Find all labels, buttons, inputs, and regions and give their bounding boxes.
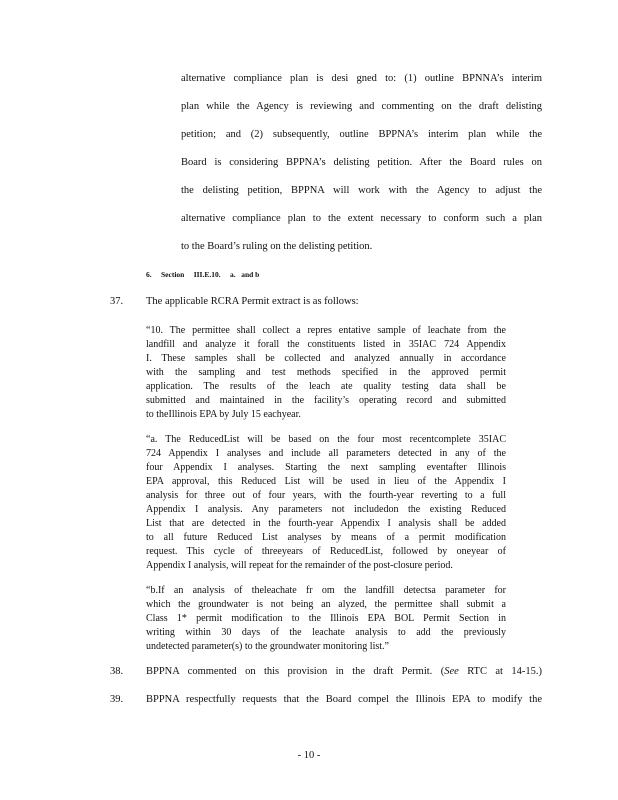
section-heading: 6. Section III.E.10. a. and b	[146, 270, 260, 279]
quote-line: to theIllinois EPA by July 15 eachyear.	[146, 409, 301, 420]
page-number: - 10 -	[297, 750, 321, 761]
text-line: petition; and (2) subsequently, outline BPPNA’s interim plan while the	[181, 129, 542, 140]
quote-line: with the sampling and test methods specified in the approved permit	[146, 367, 506, 378]
paragraph-text: The applicable RCRA Permit extract is as follows:	[146, 296, 359, 307]
text-line: alternative compliance plan to the extent necessary to conform such a plan	[181, 213, 542, 224]
paragraph-number: 38.	[110, 666, 124, 677]
quote-line: analysis for three out of four years, with the fourth-year reverting to a full	[146, 490, 506, 501]
paragraph-text-cite: RTC at 14-15.)	[458, 666, 542, 677]
quote-line: writing within 30 days of the leachate analysis to add the previously	[146, 627, 506, 638]
quote-line: Appendix I analysis, will repeat for the remainder of the post-closure period.	[146, 560, 453, 571]
text-line: to the Board’s ruling on the delisting petition.	[181, 241, 373, 252]
quote-line: application. The results of the leach ate quality testing data shall be	[146, 381, 506, 392]
quote-line: which the groundwater is not being an alyzed, the permittee shall submit a	[146, 599, 506, 610]
text-line: the delisting petition, BPPNA will work with the Agency to adjust the	[181, 185, 542, 196]
quote-line: List that are detected in the fourth-year Appendix I analysis shall be added	[146, 518, 506, 529]
quote-line: four Appendix I analyses. Starting the next sampling eventafter Illinois	[146, 462, 506, 473]
quote-line: EPA approval, this Reduced List will be used in lieu of the Appendix I	[146, 476, 506, 487]
text-line: plan while the Agency is reviewing and commenting on the draft delisting	[181, 101, 542, 112]
text-line: Board is considering BPPNA’s delisting petition. After the Board rules on	[181, 157, 542, 168]
quote-line: I. These samples shall be collected and analyzed annually in accordance	[146, 353, 506, 364]
paragraph-number: 39.	[110, 694, 124, 705]
quote-line: request. This cycle of threeyears of ReducedList, followed by oneyear of	[146, 546, 506, 557]
quote-line: to all future Reduced List analyses by means of a permit modification	[146, 532, 506, 543]
paragraph-text-main: BPPNA commented on this provision in the draft Permit. (	[146, 666, 445, 677]
paragraph-text	[146, 666, 542, 678]
quote-line: Class 1* permit modification to the Illinois EPA BOL Permit Section in	[146, 613, 506, 624]
quote-line: Appendix I analysis. Any parameters not includedon the existing Reduced	[146, 504, 506, 515]
quote-line: submitted and maintained in the facility’s operating record and submitted	[146, 395, 506, 406]
text-line: alternative compliance plan is desi gned to: (1) outline BPNNA’s interim	[181, 73, 542, 84]
quote-line: landfill and analyze it forall the constituents listed in 35IAC 724 Appendix	[146, 339, 506, 350]
quote-line: “b.If an analysis of theleachate fr om the landfill detectsa parameter for	[146, 585, 506, 596]
quote-line: undetected parameter(s) to the groundwater monitoring list.”	[146, 641, 389, 652]
quote-line: “a. The ReducedList will be based on the four most recentcomplete 35IAC	[146, 434, 506, 445]
quote-line: 724 Appendix I analyses and include all parameters detected in any of the	[146, 448, 506, 459]
quote-line: “10. The permittee shall collect a repres entative sample of leachate from the	[146, 325, 506, 336]
citation-signal: See	[444, 666, 459, 677]
paragraph-text: BPPNA respectfully requests that the Board compel the Illinois EPA to modify the	[146, 694, 542, 705]
paragraph-number: 37.	[110, 296, 124, 307]
